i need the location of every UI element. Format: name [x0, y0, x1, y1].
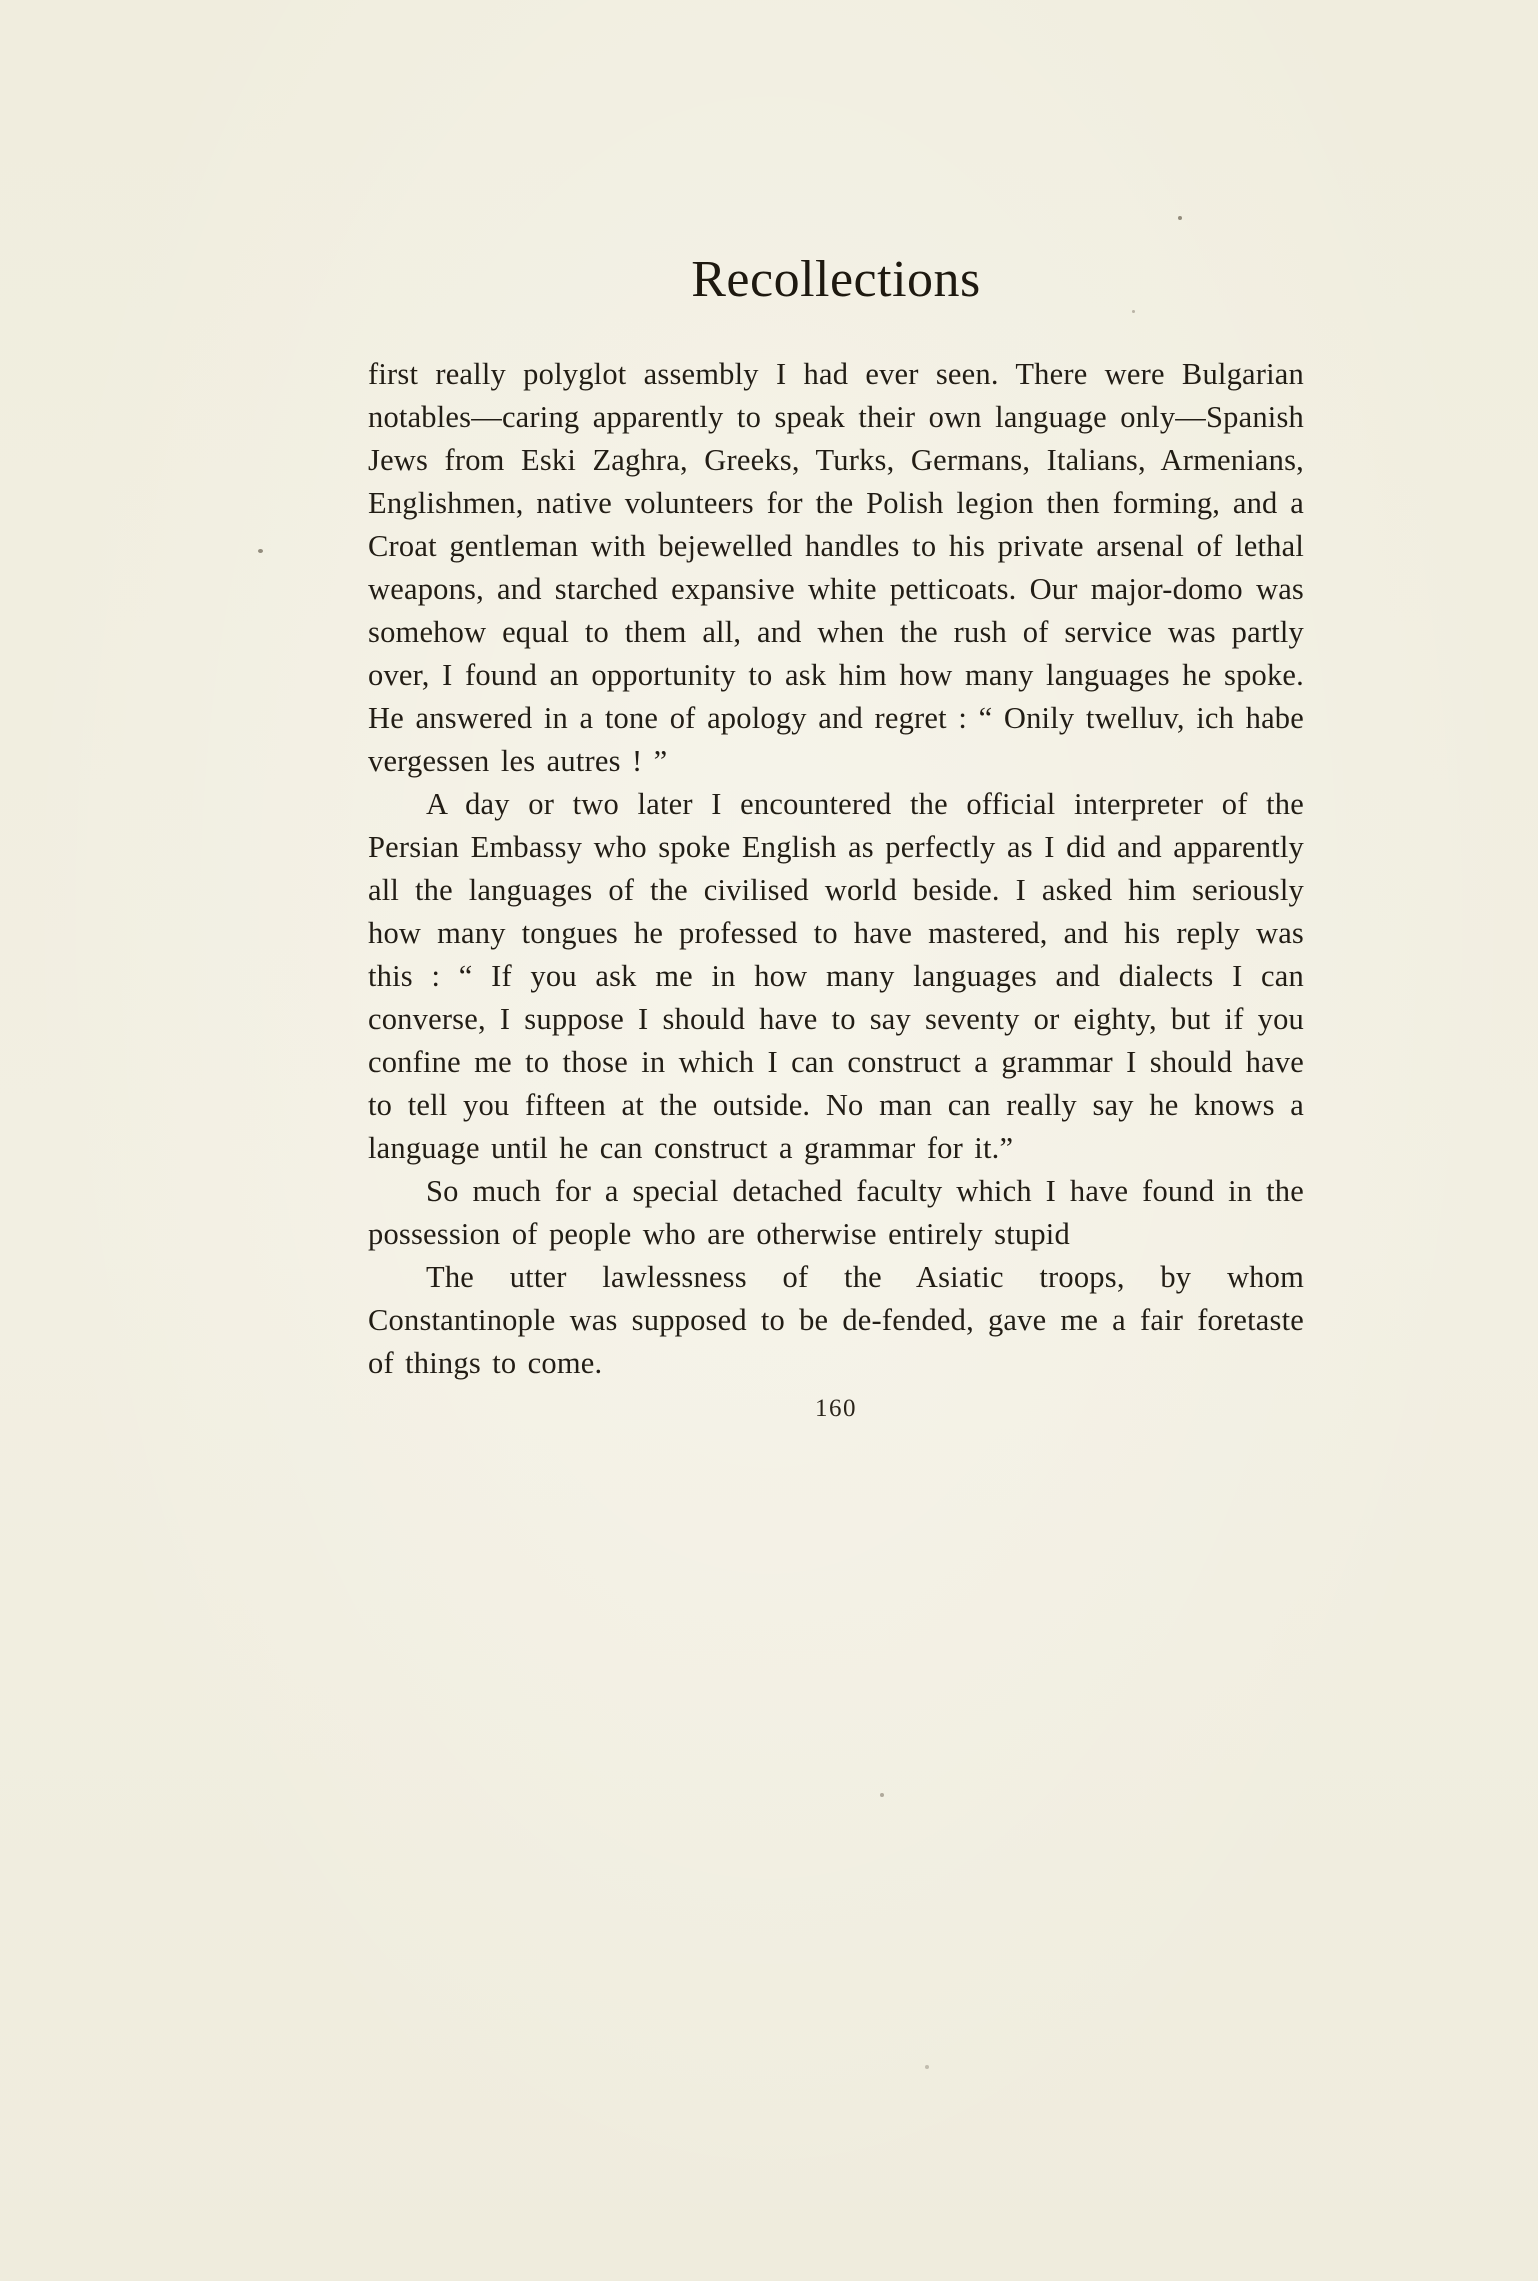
text-column: [368, 250, 1304, 1423]
page-title: Recollections: [691, 251, 981, 308]
scan-speck: [925, 2065, 929, 2069]
page-number: 160: [815, 1395, 857, 1422]
paragraph: A day or two later I encountered the official interpreter of the Persian Embassy who spoke English as perfectly as I did and apparently all the languages of the civilised world beside. I asked him seriously how many tongues he professed to have mastered, and his reply was this : “ If you ask me in how many languages and dialects I can converse, I suppose I should have to say seventy or eighty, but if you confine me to those in which I can construct a grammar I should have to tell you fifteen at the outside. No man can really say he knows a language until he can construct a grammar for it.”: [368, 787, 1304, 1165]
scan-speck: [258, 549, 263, 553]
scan-speck: [1178, 216, 1182, 220]
scan-speck: [880, 1793, 884, 1797]
paragraph: The utter lawlessness of the Asiatic troops, by whom Constantinople was supposed to be de-fended, gave me a fair foretaste of things to come.: [368, 1260, 1304, 1380]
body-text: [368, 353, 1304, 1385]
paragraph: So much for a special detached faculty which I have found in the possession of people who are otherwise entirely stupid: [368, 1174, 1304, 1251]
paragraph: first really polyglot assembly I had ever seen. There were Bulgarian notables—caring apparently to speak their own language only—Spanish Jews from Eski Zaghra, Greeks, Turks, Germans, Italians, Armenians, Englishmen, native volunteers for the Polish legion then forming, and a Croat gentleman with bejewelled handles to his private arsenal of lethal weapons, and starched expansive white petticoats. Our major-domo was somehow equal to them all, and when the rush of service was partly over, I found an opportunity to ask him how many languages he spoke. He answered in a tone of apology and regret : “ Onily twelluv, ich habe vergessen les autres ! ”: [368, 357, 1304, 778]
